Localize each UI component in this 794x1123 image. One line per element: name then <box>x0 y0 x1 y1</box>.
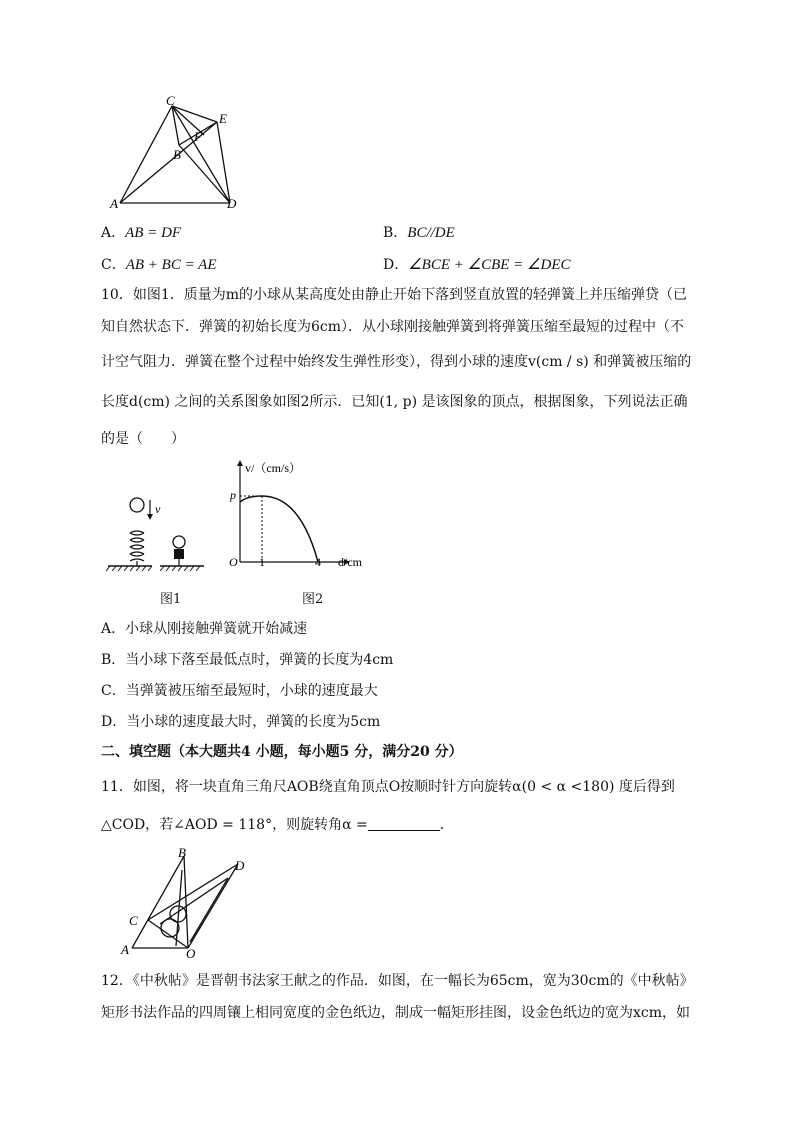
q11-line-1: 11．如图，将一块直角三角尺AOB绕直角顶点O按顺时针方向旋转α(0 < α <180) 度后得到 <box>101 779 675 795</box>
label-C: C <box>129 913 138 928</box>
q10-option-c[interactable]: C．当弹簧被压缩至最短时，小球的速度最大 <box>101 683 378 699</box>
label-F: F <box>194 129 202 144</box>
q10-line-5: 的是（ ） <box>101 431 185 447</box>
fig1-velocity-label: v <box>155 502 161 516</box>
fig2-x-axis-label: d/cm <box>338 555 362 569</box>
fig2-tick-4: 4 <box>315 555 321 569</box>
fig2-y-axis-label: v/（cm/s） <box>245 461 301 475</box>
fig2-origin-label: O <box>229 555 238 569</box>
q9-figure <box>104 95 244 213</box>
label-D: D <box>227 196 237 211</box>
fig2-p-label: p <box>230 488 236 502</box>
section-2-heading: 二、填空题（本大题共4 小题，每小题5 分，满分20 分） <box>101 744 463 760</box>
q12-line-1: 12．《中秋帖》是晋朝书法家王献之的作品．如图，在一幅长为65cm，宽为30cm的《中秋帖》 <box>101 973 694 989</box>
label-D: D <box>235 858 245 873</box>
q9-option-a[interactable]: A．AB = DF <box>101 225 182 241</box>
q9-option-d[interactable]: D．∠BCE + ∠CBE = ∠DEC <box>383 257 571 273</box>
fig2-caption: 图2 <box>302 592 324 607</box>
q10-figure-2 <box>222 458 394 578</box>
q11-line-2: △COD，若∠AOD = 118°，则旋转角α = ． <box>101 817 454 833</box>
label-B: B <box>178 845 186 860</box>
label-A: A <box>110 196 118 211</box>
label-E: E <box>219 111 227 126</box>
q11-answer-blank[interactable] <box>368 816 440 831</box>
q9-option-b[interactable]: B．BC//DE <box>383 225 455 241</box>
q10-line-2: 知自然状态下．弹簧的初始长度为6cm）．从小球刚接触弹簧到将弹簧压缩至最短的过程中（不 <box>101 319 685 335</box>
q10-line-4: 长度d(cm) 之间的关系图象如图2所示．已知(1, p) 是该图象的顶点，根据图象，下列说法正确 <box>101 394 688 410</box>
q10-line-3: 计空气阻力．弹簧在整个过程中始终发生弹性形变），得到小球的速度v(cm / s) 和弹簧被压缩的 <box>101 354 692 370</box>
q10-figure-1 <box>100 458 212 578</box>
q10-option-b[interactable]: B．当小球下落至最低点时，弹簧的长度为4cm <box>101 652 394 668</box>
fig1-caption: 图1 <box>160 592 182 607</box>
fig2-tick-1: 1 <box>259 555 265 569</box>
label-A: A <box>121 942 129 957</box>
q10-option-a[interactable]: A．小球从刚接触弹簧就开始减速 <box>101 621 308 637</box>
label-C: C <box>166 95 175 108</box>
q12-line-2: 矩形书法作品的四周镶上相同宽度的金色纸边，制成一幅矩形挂图，设金色纸边的宽为xcm，如 <box>101 1005 691 1021</box>
q11-figure <box>104 844 264 962</box>
q9-option-c[interactable]: C．AB + BC = AE <box>101 257 217 273</box>
q10-line-1: 10．如图1．质量为m的小球从某高度处由静止开始下落到竖直放置的轻弹簧上并压缩弹贷（已 <box>101 287 687 303</box>
label-O: O <box>186 946 196 961</box>
q10-option-d[interactable]: D．当小球的速度最大时，弹簧的长度为5cm <box>101 714 381 730</box>
label-B: B <box>173 147 181 162</box>
